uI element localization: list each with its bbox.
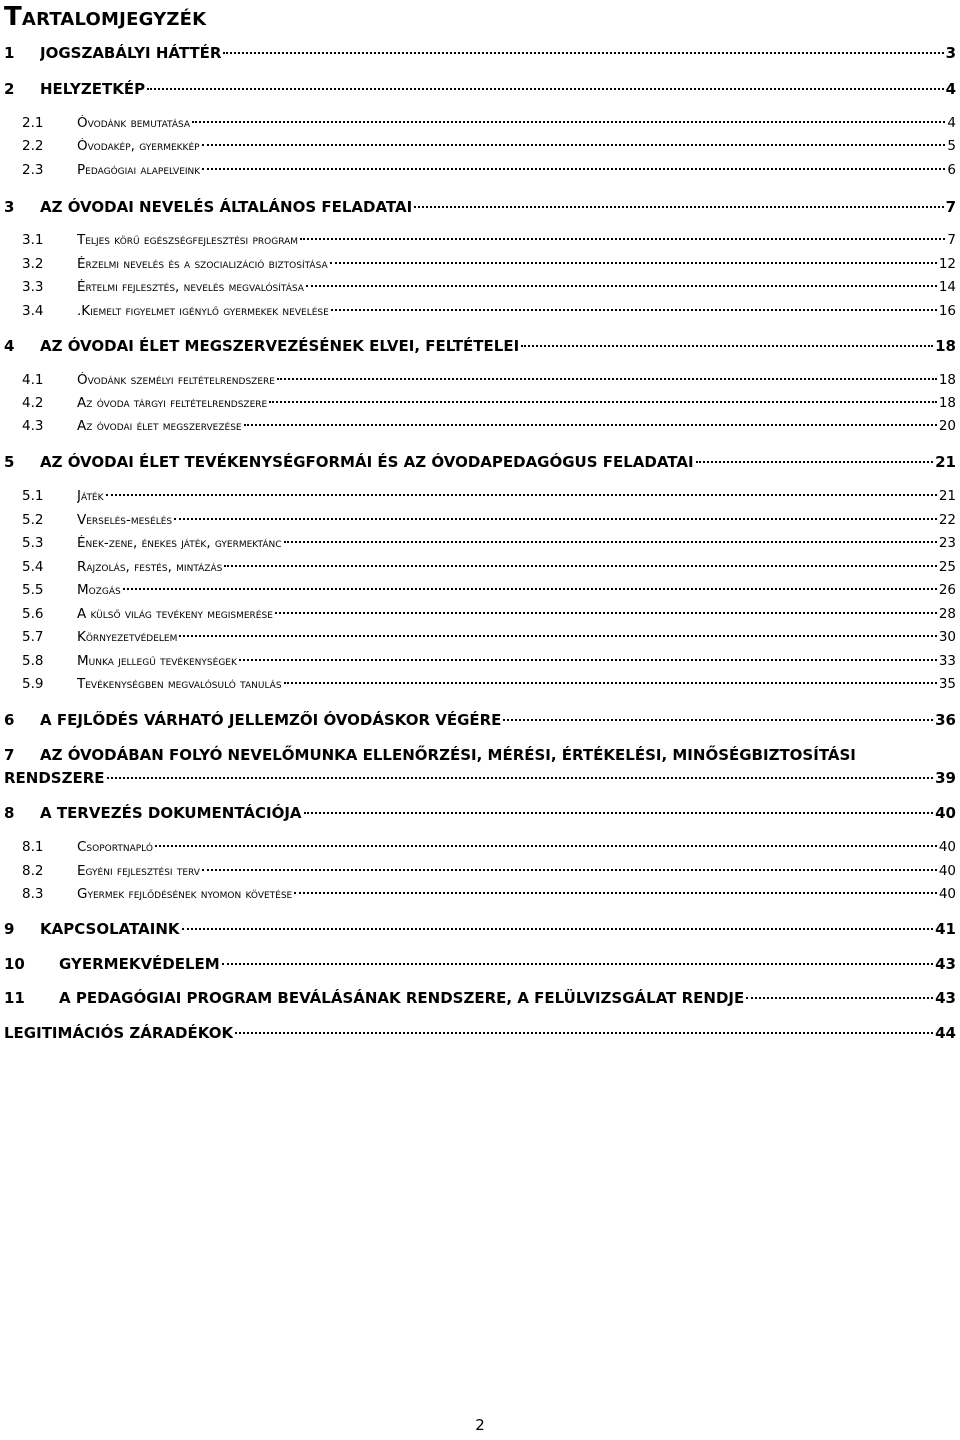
toc-entry-label: Gyermek fejlődésének nyomon követése [77,886,293,902]
toc-entry-page: 18 [938,395,956,411]
dot-leader [147,88,943,90]
toc-entry-page: 4 [945,80,956,98]
dot-leader [222,963,933,965]
toc-entry-number: 5.9 [22,676,44,692]
toc-entry-page: 22 [938,512,956,528]
toc-entry-page: 36 [935,711,956,729]
toc-entry-page: 4 [947,115,956,131]
toc-entry-page: 40 [935,804,956,822]
page-number: 2 [475,1416,485,1434]
toc-entry-page: 26 [938,582,956,598]
toc-entry-label: RENDSZERE [4,769,105,787]
toc-entry-label: Óvodánk személyi feltételrendszere [77,372,275,388]
dot-leader [224,565,937,567]
toc-entry[interactable] [4,606,956,622]
dot-leader [300,238,945,240]
toc-entry-label: Egyéni fejlesztési terv [77,863,200,879]
toc-entry[interactable] [4,804,956,822]
toc-entry-page: 3 [945,44,956,62]
toc-entry-page: 5 [947,138,956,154]
toc-entry[interactable] [4,279,956,295]
dot-leader [521,345,933,347]
dot-leader [746,997,933,999]
dot-leader [330,262,937,264]
toc-entry[interactable] [4,839,956,855]
toc-entry-page: 18 [938,372,956,388]
toc-entry-number: 2 [4,80,15,98]
toc-entry-page: 43 [935,955,956,973]
toc-entry-page: 21 [935,453,956,471]
toc-entry-number: 5.7 [22,629,44,645]
dot-leader [696,461,934,463]
toc-entry[interactable] [4,955,956,973]
dot-leader [202,168,945,170]
toc-entry[interactable] [4,303,956,319]
toc-entry-number: 5.5 [22,582,44,598]
dot-leader [235,1032,933,1034]
dot-leader [331,309,937,311]
page-title: Tartalomjegyzék [4,2,207,32]
toc-entry-page: 14 [938,279,956,295]
toc-entry[interactable] [4,512,956,528]
toc-entry[interactable] [4,535,956,551]
toc-entry-page: 33 [938,653,956,669]
dot-leader [277,378,937,380]
toc-entry-label: Csoportnapló [77,839,153,855]
toc-entry[interactable] [4,488,956,504]
dot-leader [223,52,943,54]
dot-leader [294,892,937,894]
toc-entry[interactable] [4,920,956,938]
toc-entry-label: AZ ÓVODAI ÉLET TEVÉKENYSÉGFORMÁI ÉS AZ ÓVODAPEDAGÓGUS FELADATAI [40,453,694,471]
toc-entry-label-line1: AZ ÓVODÁBAN FOLYÓ NEVELŐMUNKA ELLENŐRZÉSI, MÉRÉSI, ÉRTÉKELÉSI, MINŐSÉGBIZTOSÍTÁSI [40,746,856,764]
toc-entry-label: Ének-zene, énekes játék, gyermektánc [77,535,282,551]
toc-entry-page: 40 [938,839,956,855]
dot-leader [174,518,937,520]
toc-entry-page: 7 [945,198,956,216]
toc-entry-label: Óvodakép, gyermekkép [77,138,200,154]
toc-entry-label: Óvodánk bemutatása [77,115,191,131]
dot-leader [275,612,937,614]
toc-entry[interactable] [4,372,956,388]
toc-entry-number: 8.2 [22,863,44,879]
toc-entry[interactable] [4,115,956,131]
toc-entry-number: 6 [4,711,15,729]
toc-entry-page: 41 [935,920,956,938]
toc-entry-page: 35 [938,676,956,692]
toc-entry-page: 21 [938,488,956,504]
toc-entry-page: 25 [938,559,956,575]
toc-entry-label: JOGSZABÁLYI HÁTTÉR [40,44,222,62]
toc-entry-number: 3.4 [22,303,44,319]
toc-entry-number: 5.2 [22,512,44,528]
toc-entry-number: 10 [4,955,25,973]
toc-entry-label: A FEJLŐDÉS VÁRHATÓ JELLEMZŐI ÓVODÁSKOR VÉGÉRE [40,711,502,729]
dot-leader [306,285,937,287]
toc-entry-number: 8.3 [22,886,44,902]
toc-entry-number: 2.3 [22,162,44,178]
dot-leader [155,845,937,847]
toc-entry-page: 23 [938,535,956,551]
toc-entry-page: 39 [935,769,956,787]
toc-entry-page: 16 [938,303,956,319]
toc-entry-label: .Kiemelt figyelmet igénylő gyermekek nevelése [77,303,329,319]
toc-entry-label: A TERVEZÉS DOKUMENTÁCIÓJA [40,804,302,822]
toc-entry[interactable] [4,653,956,669]
toc-entry-page: 44 [935,1024,956,1042]
toc-entry[interactable] [4,256,956,272]
toc-entry[interactable] [4,863,956,879]
toc-entry-number: 3.2 [22,256,44,272]
toc-entry-page: 28 [938,606,956,622]
toc-entry-number: 3.3 [22,279,44,295]
toc-entry[interactable] [4,418,956,434]
toc-entry[interactable] [4,769,956,787]
toc-entry[interactable] [4,80,956,98]
dot-leader [202,869,937,871]
dot-leader [179,635,936,637]
toc-entry-label: Tevékenységben megvalósuló tanulás [77,676,282,692]
dot-leader [304,812,934,814]
toc-entry-label: Mozgás [77,582,121,598]
toc-entry-page: 40 [938,886,956,902]
toc-entry-page: 40 [938,863,956,879]
toc-entry-number: 5.6 [22,606,44,622]
toc-entry-label: KAPCSOLATAINK [40,920,180,938]
toc-entry-number: 1 [4,44,15,62]
toc-entry-label: Rajzolás, festés, mintázás [77,559,223,575]
dot-leader [123,588,937,590]
dot-leader [106,494,937,496]
toc-entry-number: 3 [4,198,15,216]
toc-entry[interactable] [4,559,956,575]
toc-entry-label: Játék [77,488,104,504]
toc-entry[interactable] [4,1024,956,1042]
dot-leader [202,144,946,146]
toc-entry[interactable] [4,886,956,902]
toc-entry-label: Az óvoda tárgyi feltételrendszere [77,395,268,411]
toc-entry[interactable] [4,44,956,62]
toc-entry-number: 3.1 [22,232,44,248]
toc-entry[interactable] [4,198,956,216]
toc-entry-label: Munka jellegű tevékenységek [77,653,237,669]
dot-leader [107,777,934,779]
dot-leader [503,719,933,721]
toc-entry-label: A PEDAGÓGIAI PROGRAM BEVÁLÁSÁNAK RENDSZERE, A FELÜLVIZSGÁLAT RENDJE [59,989,745,1007]
toc-entry-page: 30 [938,629,956,645]
dot-leader [244,424,937,426]
toc-entry-label: Verselés-mesélés [77,512,173,528]
toc-entry[interactable] [4,232,956,248]
toc-entry-first-line[interactable] [4,746,856,764]
toc-entry[interactable] [4,989,956,1007]
toc-entry-page: 12 [938,256,956,272]
toc-entry-page: 18 [935,337,956,355]
toc-entry-label: LEGITIMÁCIÓS ZÁRADÉKOK [4,1024,234,1042]
toc-entry[interactable] [4,138,956,154]
toc-entry[interactable] [4,162,956,178]
toc-entry[interactable] [4,582,956,598]
dot-leader [239,659,937,661]
toc-entry[interactable] [4,453,956,471]
toc-entry-number: 11 [4,989,25,1007]
toc-entry-number: 8 [4,804,15,822]
toc-entry-label: Érzelmi nevelés és a szocializáció biztosítása [77,256,328,272]
toc-entry[interactable] [4,676,956,692]
toc-entry-page: 20 [938,418,956,434]
toc-entry-label: A külső világ tevékeny megismerése [77,606,273,622]
toc-entry-number: 5.1 [22,488,44,504]
toc-entry-number: 4.3 [22,418,44,434]
toc-entry[interactable] [4,629,956,645]
dot-leader [182,928,934,930]
dot-leader [284,541,937,543]
dot-leader [414,206,943,208]
toc-entry-label: Az óvodai élet megszervezése [77,418,242,434]
dot-leader [284,682,937,684]
toc-entry-number: 8.1 [22,839,44,855]
toc-entry[interactable] [4,711,956,729]
toc-entry-number: 4.2 [22,395,44,411]
toc-entry-number: 2.2 [22,138,44,154]
toc-entry-number: 7 [4,746,15,764]
toc-entry-page: 6 [947,162,956,178]
dot-leader [269,401,937,403]
toc-entry-number: 5 [4,453,15,471]
toc-entry-number: 4.1 [22,372,44,388]
toc-entry[interactable] [4,395,956,411]
toc-entry[interactable] [4,337,956,355]
toc-entry-number: 5.3 [22,535,44,551]
toc-entry-label: GYERMEKVÉDELEM [59,955,220,973]
toc-entry-label: AZ ÓVODAI ÉLET MEGSZERVEZÉSÉNEK ELVEI, FELTÉTELEI [40,337,520,355]
toc-entry-page: 43 [935,989,956,1007]
toc-entry-number: 2.1 [22,115,44,131]
toc-entry-label: HELYZETKÉP [40,80,146,98]
toc-entry-number: 5.8 [22,653,44,669]
toc-entry-number: 4 [4,337,15,355]
toc-entry-label: Értelmi fejlesztés, nevelés megvalósítása [77,279,304,295]
toc-entry-label: Pedagógiai alapelveink [77,162,201,178]
toc-entry-number: 9 [4,920,15,938]
toc-entry-label: Környezetvédelem [77,629,178,645]
toc-entry-label: AZ ÓVODAI NEVELÉS ÁLTALÁNOS FELADATAI [40,198,413,216]
toc-entry-number: 5.4 [22,559,44,575]
dot-leader [192,121,945,123]
toc-entry-page: 7 [947,232,956,248]
toc-entry-label: Teljes körű egészségfejlesztési program [77,232,299,248]
